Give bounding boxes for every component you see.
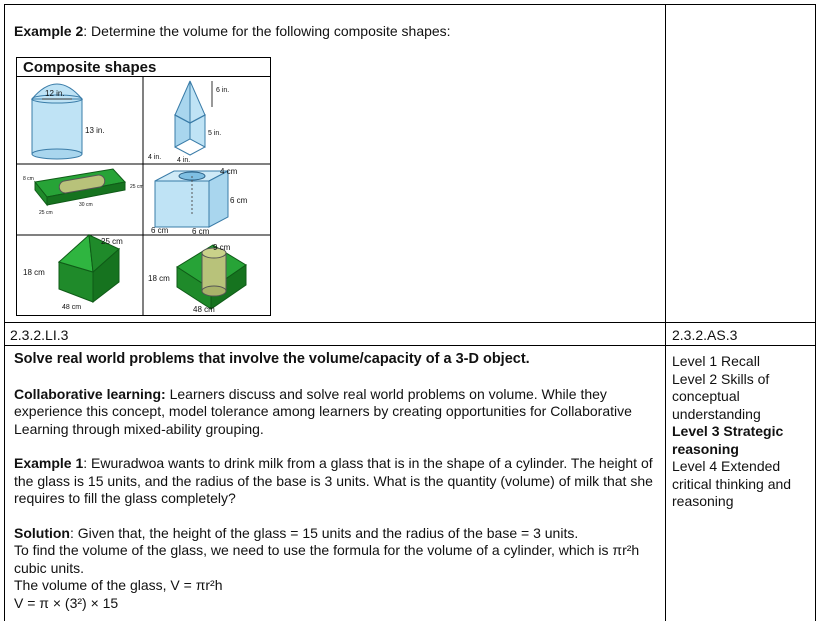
table-border-right: [815, 4, 816, 621]
levels-list: [672, 353, 810, 511]
indicator-left: 2.3.2.LI.3: [10, 327, 69, 343]
label-cube-height: 5 in.: [208, 130, 222, 137]
figure-grid: [17, 77, 270, 315]
example2-line: [14, 23, 654, 41]
example1-text: : Ewuradwoa wants to drink milk from a glass that is in the shape of a cylinder. The height of the glass is 15 units, and the radius of the base is 3 units. What is the quantity (volume) of milk that she requires to fill the glass completely?: [14, 455, 653, 506]
label-prism-a: 8 cm: [23, 176, 34, 182]
label-prism-d: 25 cm: [39, 210, 53, 216]
column-divider: [665, 4, 666, 621]
level-3: Level 3 Strategic reasoning: [672, 423, 784, 457]
label-pyr2-slant: 25 cm: [101, 237, 123, 246]
label-box2-h: 18 cm: [148, 274, 170, 283]
label-cyl-radius: 12 in.: [45, 89, 65, 98]
collab-paragraph: [14, 386, 659, 439]
solution-paragraph: [14, 525, 659, 543]
label-prism-c: 30 cm: [79, 202, 93, 208]
row-divider-2: [4, 345, 816, 346]
table-border-left: [4, 4, 5, 621]
example1-heading: Example 1: [14, 455, 84, 471]
label-cyl-height: 13 in.: [85, 126, 105, 135]
label-cube-depth: 4 in.: [177, 157, 191, 164]
label-pyr2-w: 48 cm: [62, 304, 82, 311]
composite-shapes-figure: [16, 57, 271, 316]
row-divider-1: [4, 322, 816, 323]
indicator-right: 2.3.2.AS.3: [672, 327, 738, 343]
prism-cylinder-shape: [35, 169, 125, 205]
main-content: [14, 351, 659, 612]
label-box2-d: 9 cm: [213, 243, 231, 252]
collab-text: Learners discuss and solve real world problems on volume. While they experience this concept, model tolerance among learners by creating opportunities for Collaborative Learning through mixed-ability grouping.: [14, 385, 632, 437]
solution-text-2: To find the volume of the glass, we need to use the formula for the volume of a cylinder, which is πr²h cubic units.: [14, 542, 640, 576]
level-2: Level 2 Skills of conceptual understanding: [672, 370, 770, 422]
example2-text: : Determine the volume for the following composite shapes:: [83, 23, 451, 39]
label-prism-b: 25 cm: [130, 184, 144, 190]
label-box2-w: 48 cm: [193, 305, 215, 314]
level-4: Level 4 Extended critical thinking and reasoning: [672, 458, 792, 509]
figure-title: Composite shapes: [17, 58, 270, 77]
table-border-top: [4, 4, 816, 5]
solution-heading: Solution: [14, 524, 70, 541]
cube-pyramid-shape: [175, 81, 212, 155]
label-cube2-side: 6 cm: [230, 196, 248, 205]
label-cube2-d: 6 cm: [192, 227, 210, 236]
label-pyr-height: 6 in.: [216, 87, 230, 94]
example2-heading: Example 2: [14, 23, 84, 39]
solution-text-3: The volume of the glass, V = πr²h: [14, 577, 223, 593]
solution-text-1: : Given that, the height of the glass = 15 units and the radius of the base = 3 units.: [70, 524, 579, 541]
solution-text-4: V = π × (3²) × 15: [14, 594, 119, 611]
collab-heading: Collaborative learning:: [14, 385, 166, 402]
label-cube-width: 4 in.: [148, 154, 162, 161]
example1-paragraph: [14, 455, 659, 508]
label-pyr2-h: 18 cm: [23, 268, 45, 277]
label-cube2-w: 6 cm: [151, 226, 169, 235]
figure-drawings: [17, 77, 270, 315]
cube-cylinder-shape: [155, 171, 228, 227]
box-cylinder-shape: [177, 245, 246, 309]
label-cube2-r: 4 cm: [220, 167, 238, 176]
main-title: Solve real world problems that involve the volume/capacity of a 3-D object.: [14, 351, 530, 367]
level-1: Level 1 Recall: [672, 353, 760, 369]
